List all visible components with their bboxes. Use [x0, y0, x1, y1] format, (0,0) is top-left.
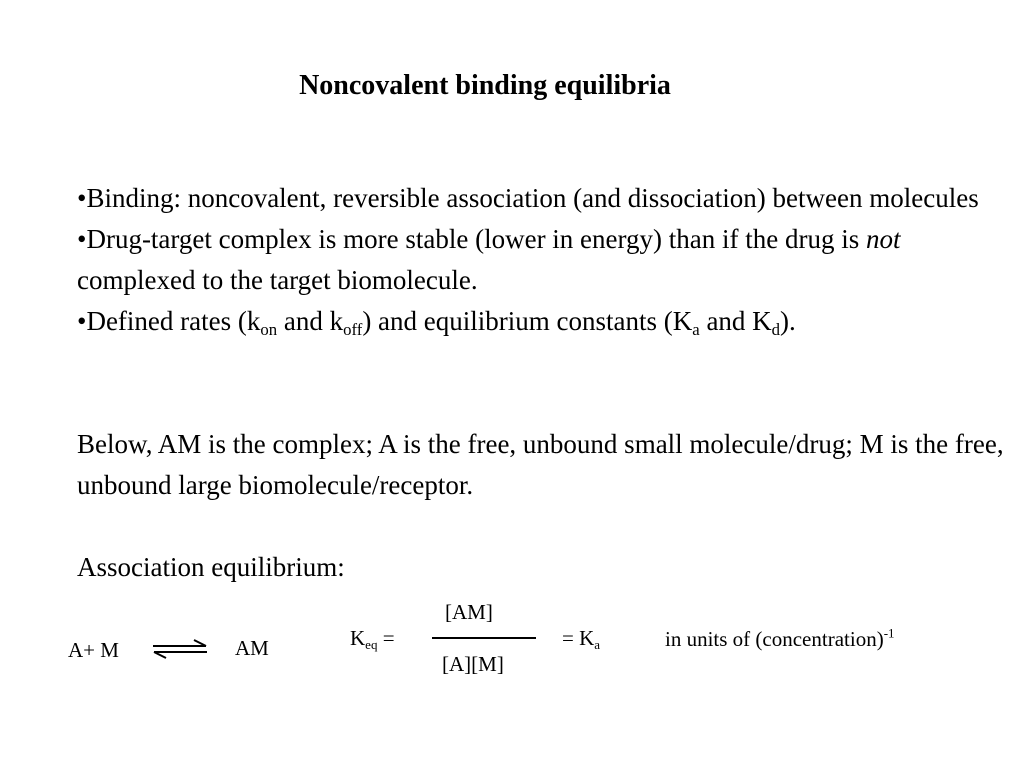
emphasis-not: not [866, 224, 901, 254]
ka-term [562, 626, 600, 651]
rates-text-5: ). [780, 306, 796, 336]
keq-equals: = [382, 626, 395, 650]
keq-subscript: eq [365, 636, 378, 652]
slide-title: Noncovalent binding equilibria [299, 70, 671, 101]
complex-description-text: Below, AM is the complex; A is the free, unbound small molecule/drug; M is the free, unbound large biomolecule/receptor. [77, 429, 1004, 500]
equilibrium-arrows-icon [150, 637, 210, 661]
ka-subscript: a [594, 636, 601, 652]
complex-description [77, 424, 1007, 506]
fraction-bar [432, 637, 536, 639]
fraction-numerator: [AM] [445, 600, 493, 624]
k-a-subscript: a [692, 320, 700, 340]
bullet-defined-rates [77, 301, 1007, 342]
ka-letter: = K [562, 626, 595, 650]
keq-letter: K [350, 626, 366, 650]
bullet-drug-target-tail: complexed to the target biomolecule. [77, 265, 478, 295]
k-off-subscript: off [343, 320, 363, 340]
bullet-binding: •Binding: noncovalent, reversible association (and dissociation) between molecules [77, 183, 979, 213]
bullet-drug-target-text: •Drug-target complex is more stable (lower in energy) than if the drug is [77, 224, 866, 254]
bullet-list [77, 178, 1007, 342]
rates-text-2: and k [277, 306, 344, 336]
rates-text-4: and K [699, 306, 772, 336]
product: AM [235, 636, 269, 660]
bullet-drug-target [77, 219, 1007, 301]
association-label: Association equilibrium: [77, 552, 345, 582]
units-exponent: -1 [883, 625, 895, 641]
units-text: in units of (concentration) [665, 627, 884, 651]
fraction-denominator: [A][M] [442, 652, 504, 676]
k-d-subscript: d [771, 320, 781, 340]
units-note [665, 627, 895, 652]
rates-text-3: ) and equilibrium constants (K [362, 306, 693, 336]
rates-text-1: •Defined rates (k [77, 306, 261, 336]
k-on-subscript: on [260, 320, 278, 340]
reactants: A+ M [68, 638, 119, 662]
keq-label [350, 626, 395, 651]
